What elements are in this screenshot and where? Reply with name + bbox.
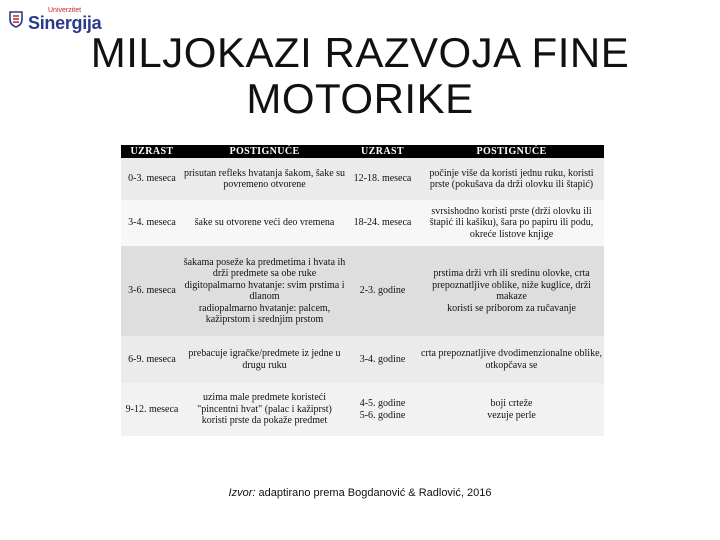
age-cell: 3-4. godine xyxy=(359,353,406,365)
achievement-cell: svrsishodno koristi prste (drži olovku ili štapić ili kašiku), šara po papiru ili podu, okreće listove knjige xyxy=(429,205,594,240)
table-row xyxy=(121,200,604,246)
achievement-cell: crta prepoznatljive dvodimenzionalne oblike, otkopčava se xyxy=(420,348,603,371)
table-row xyxy=(121,383,604,436)
table-header-row xyxy=(121,145,604,158)
achievement-cell: prstima drži vrh ili sredinu olovke, crta prepoznatljive oblike, niže kuglice, drži makaze koristi se priborom za ručavanje xyxy=(432,268,591,314)
age-cell: 4-5. godine 5-6. godine xyxy=(359,398,406,421)
achievement-cell: prisutan refleks hvatanja šakom, šake su povremeno otvorene xyxy=(183,167,346,190)
table-row xyxy=(121,246,604,336)
source-text: adaptirano prema Bogdanović & Radlović, 2016 xyxy=(255,487,492,499)
header-achievement-1: POSTIGNUĆE xyxy=(229,146,300,157)
age-cell: 0-3. meseca xyxy=(128,173,176,185)
logo-emblem-icon xyxy=(8,10,24,28)
age-cell: 18-24. meseca xyxy=(353,217,412,229)
age-cell: 2-3. godine xyxy=(359,285,406,297)
achievement-cell: šake su otvorene veći deo vremena xyxy=(194,217,335,229)
achievement-cell: boji crteže vezuje perle xyxy=(487,398,536,421)
age-cell: 3-4. meseca xyxy=(128,217,176,229)
age-cell: 6-9. meseca xyxy=(128,353,176,365)
source-label: Izvor: xyxy=(228,487,256,499)
university-logo xyxy=(8,6,102,33)
table-row xyxy=(121,158,604,200)
source-note xyxy=(0,487,720,499)
age-cell: 9-12. meseca xyxy=(125,403,179,415)
achievement-cell: prebacuje igračke/predmete iz jedne u drugu ruku xyxy=(188,348,341,371)
header-achievement-2: POSTIGNUĆE xyxy=(476,146,547,157)
achievement-cell: šakama poseže ka predmetima i hvata ih drži predmete sa obe ruke digitopalmarno hvatanje: svim prstima i dlanom radiopalmarno hvatanje: palcem, kažiprstom i srednjim prstom xyxy=(183,256,346,325)
header-age-1: UZRAST xyxy=(130,146,174,157)
header-age-2: UZRAST xyxy=(361,146,404,157)
achievement-cell: uzima male predmete koristeći "pincentni hvat" (palac i kažiprst) koristi prste da pokaže predmet xyxy=(197,392,332,427)
age-cell: 12-18. meseca xyxy=(353,173,412,185)
milestones-table xyxy=(121,145,604,463)
slide-title: MILJOKAZI RAZVOJA FINE MOTORIKE xyxy=(90,29,630,122)
age-cell: 3-6. meseca xyxy=(128,285,176,297)
logo-subtitle: Univerzitet xyxy=(48,7,82,14)
achievement-cell: počinje više da koristi jednu ruku, koristi prste (pokušava da drži olovku ili štapić) xyxy=(429,167,594,190)
logo-name: Sinergija xyxy=(28,13,102,33)
table-row xyxy=(121,336,604,383)
